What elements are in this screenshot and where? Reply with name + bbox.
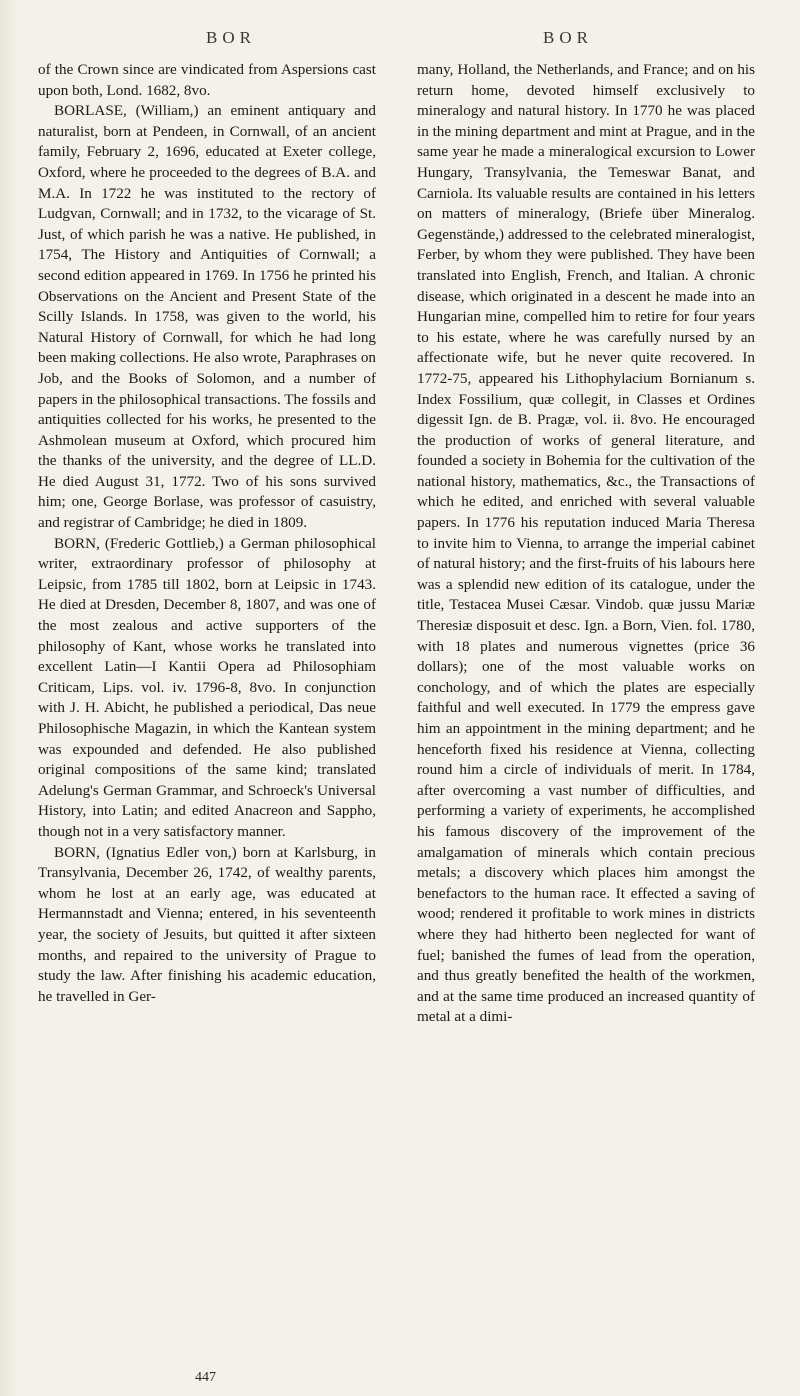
entry-born-ignatius-continued: many, Holland, the Netherlands, and France; and on his return home, devoted himself exclusively to mineralogy and natural history. In 1770 he was placed in the mining department and mint at Prague, and in the same year he made a mineralogical excursion to Lower Hungary, Transylvania, the Temeswar Banat, and Carniola. Its valuable results are contained in his letters on matters of mineralogy, (Briefe über Mineralog. Gegenstände,) addressed to the celebrated mineralogist, Ferber, by whom they were published. They have been translated into English, French, and Italian. A chronic disease, which originated in a descent he made into an Hungarian mine, compelled him to retire for four years to his estate, where he was carefully nursed by an affectionate wife, but he never quite recovered. In 1772-75, appeared his Lithophylacium Bornianum s. Index Fossilium, quæ collegit, in Classes et Ordines digessit Ign. de B. Pragæ, vol. ii. 8vo. He encouraged the production of works of general literature, and founded a society in Bohemia for the cultivation of the national history, mathematics, &c., the Transactions of which he edited, and enriched with several valuable papers. In 1776 his reputation induced Maria Theresa to invite him to Vienna, to arrange the imperial cabinet of natural history; and the first-fruits of his labours here was a splendid new edition of its catalogue, under the title, Testacea Musei Cæsar. Vindob. quæ jussu Mariæ Theresiæ disposuit et desc. Ign. a Born, Vien. fol. 1780, with 18 plates and numerous vignettes (price 36 dollars); one of the most valuable works on conchology, and of which the plates are especially faithful and well executed. In 1779 the empress gave him an appointment in the mining department; and he henceforth fixed his residence at Vienna, collecting round him a circle of individuals of merit. In 1784, after overcoming a vast number of difficulties, and performing a variety of experiments, he accomplished his famous discovery of the improvement of the amalgamation of minerals which contain precious metals; a discovery which places him amongst the benefactors to the human race. It effected a saving of wood; rendered it profitable to work mines in districts where they had hitherto been neglected for want of fuel; banished the fumes of lead from the operation, and thus greatly benefited the health of the workmen, and at the same time produced an increased quantity of metal at a dimi- — [417, 61, 755, 1026]
left-text-column — [38, 60, 376, 1007]
entry-borlase-william: BORLASE, (William,) an eminent antiquary and naturalist, born at Pendeen, in Cornwall, of an ancient family, February 2, 1696, educated at Exeter college, Oxford, where he proceeded to the degrees of B.A. and M.A. In 1722 he was instituted to the rectory of Ludgvan, Cornwall; and in 1732, to the vicarage of St. Just, of which parish he was a native. He published, in 1754, The History and Antiquities of Cornwall; a second edition appeared in 1769. In 1756 he printed his Observations on the Ancient and Present State of the Scilly Islands. In 1758, was given to the world, his Natural History of Cornwall, for which he had long been making collections. He also wrote, Paraphrases on Job, and the Books of Solomon, and a number of papers in the philosophical transactions. The fossils and antiquities collected for his works, he presented to the Ashmolean museum at Oxford, which procured him the thanks of the university, and the degree of LL.D. He died August 31, 1772. Two of his sons survived him; one, George Borlase, was professor of casuistry, and registrar of Cambridge; he died in 1809. — [38, 102, 376, 532]
running-head-left: BOR — [206, 28, 256, 47]
right-text-column — [417, 60, 755, 1028]
paragraph-continuation: of the Crown since are vindicated from Aspersions cast upon both, Lond. 1682, 8vo. — [38, 61, 376, 99]
entry-born-frederic-gottlieb: BORN, (Frederic Gottlieb,) a German philosophical writer, extraordinary professor of philosophy at Leipsic, from 1785 till 1802, born at Leipsic in 1743. He died at Dresden, December 8, 1807, and was one of the most zealous and active supporters of the philosophy of Kant, whose works he translated into excellent Latin—I Kantii Opera ad Philosophiam Criticam, Lips. vol. iv. 1796-8, 8vo. In conjunction with J. H. Abicht, he published a periodical, Das neue Philosophische Magazin, in which the Kantean system was expounded and defended. He also published original compositions of the same kind; translated Adelung's German Grammar, and Schroeck's Universal History, into Latin; and edited Anacreon and Sappho, though not in a very satisfactory manner. — [38, 534, 376, 840]
entry-born-ignatius: BORN, (Ignatius Edler von,) born at Karlsburg, in Transylvania, December 26, 1742, of wealthy parents, whom he lost at an early age, was educated at Hermannstadt and Vienna; entered, in his seventeenth year, the society of Jesuits, but quitted it after sixteen months, and repaired to the university of Prague to study the law. After finishing his academic education, he travelled in Ger- — [38, 843, 376, 1005]
running-head-right: BOR — [543, 28, 593, 47]
page-gutter-shadow — [0, 0, 18, 1396]
page-number: 447 — [195, 1370, 216, 1385]
